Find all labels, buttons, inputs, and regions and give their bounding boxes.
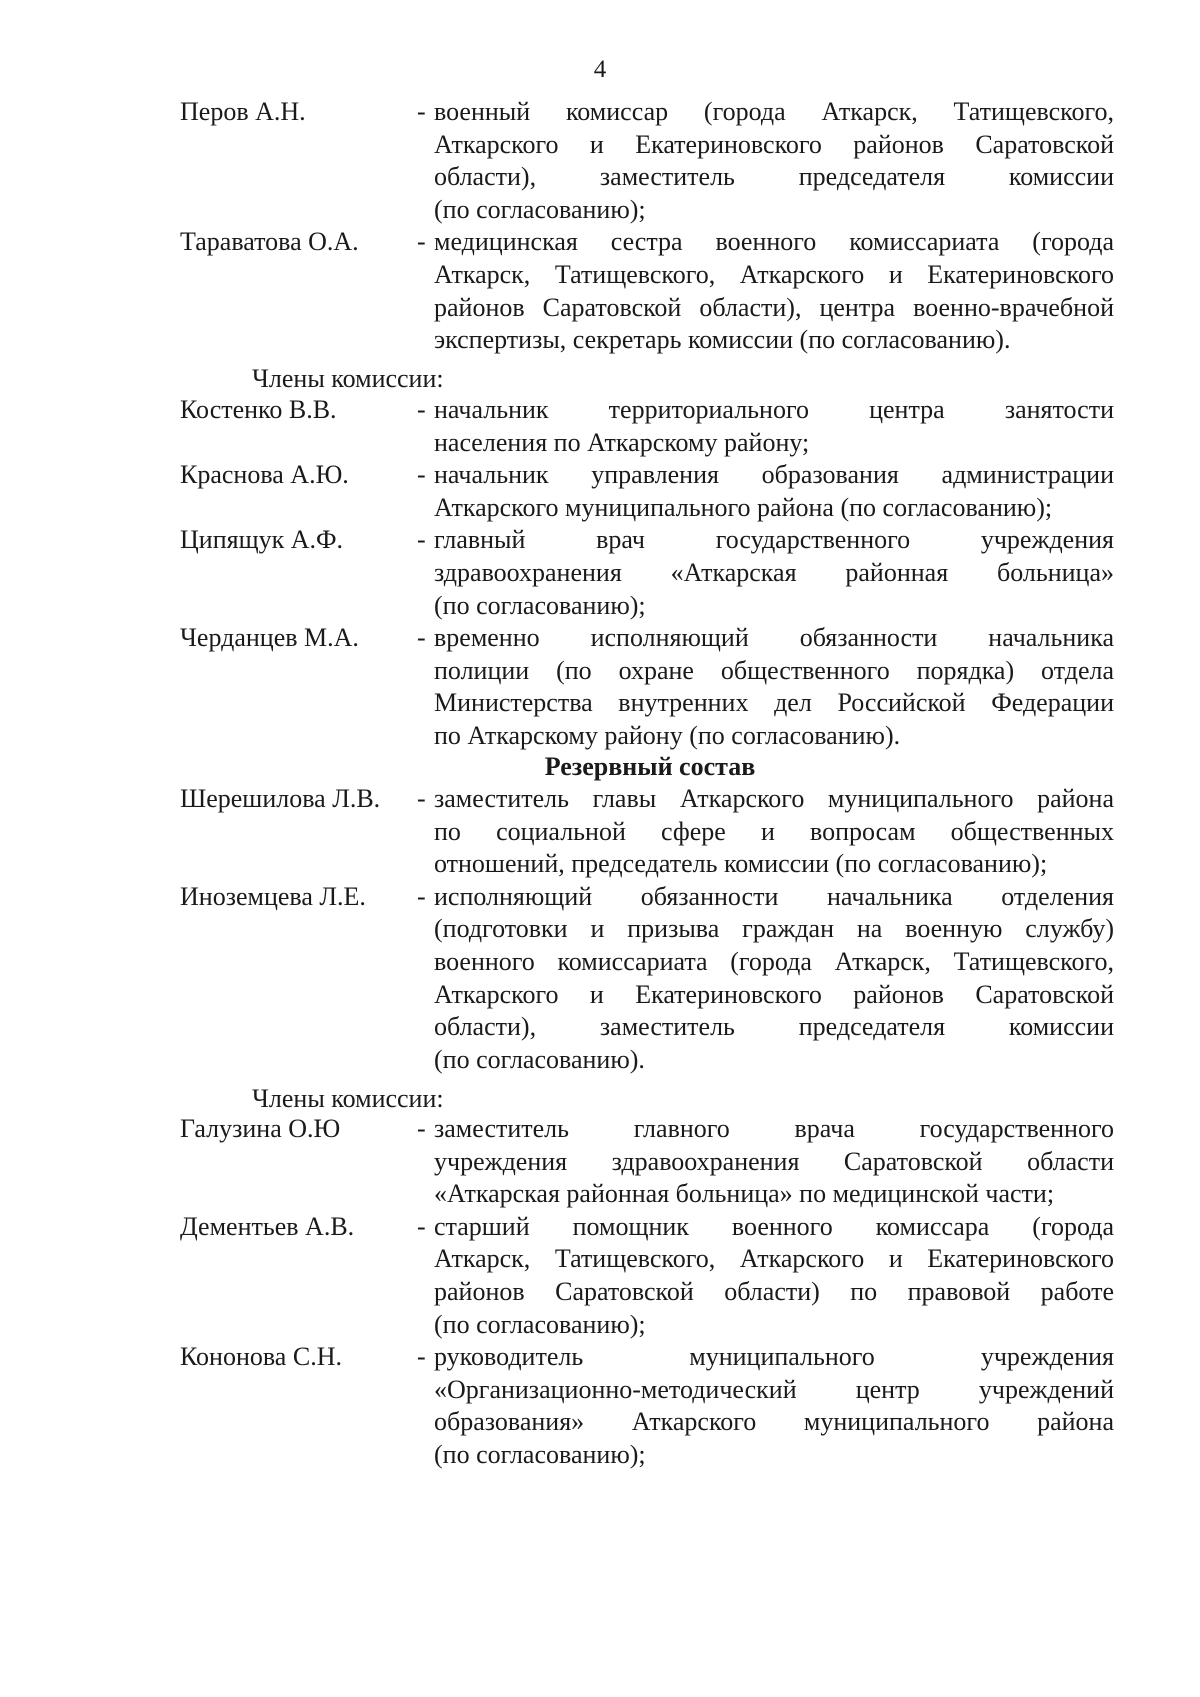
dash-marker: - (417, 1114, 426, 1143)
person-entry (0, 622, 1200, 752)
position-text: исполняющий обязанности начальника отделения (434, 881, 1114, 911)
position-text: временно исполняющий обязанности начальника (434, 623, 1114, 653)
position-line (417, 129, 1114, 162)
person-name: Тараватова О.А. (180, 227, 359, 257)
position-text: населения по Аткарскому району; (434, 427, 810, 457)
position-text: по социальной сфере и вопросам общественных (434, 816, 1114, 846)
position-line (417, 720, 1114, 753)
reserve-heading: Резервный состав (544, 752, 756, 781)
commission-leadership-list (0, 96, 1200, 357)
position-text: начальник управления образования администрации (434, 460, 1114, 490)
position-text: (по согласованию); (434, 1309, 646, 1339)
dash-marker: - (417, 623, 426, 653)
person-position (417, 226, 1114, 356)
person-entry (0, 524, 1200, 622)
position-text: (по согласованию); (434, 590, 646, 620)
position-line (417, 590, 1114, 623)
position-text: Аткарск, Татищевского, Аткарского и Екатериновского (434, 259, 1114, 289)
position-line (417, 161, 1114, 194)
position-text: Аткарского и Екатериновского районов Саратовской (434, 979, 1114, 1009)
position-text: (по согласованию); (434, 1439, 646, 1469)
person-name: Ципящук А.Ф. (180, 525, 344, 555)
dash-marker: - (417, 460, 426, 490)
position-line (417, 946, 1114, 979)
person-position (417, 783, 1114, 881)
position-text: (по согласованию). (434, 1044, 645, 1074)
position-text: «Аткарская районная больница» по медицинской части; (434, 1179, 1055, 1209)
position-text: районов Саратовской области), центра военно-врачебной (434, 292, 1114, 322)
position-line (417, 783, 1114, 816)
members-label: Члены комиссии: (252, 1084, 444, 1113)
position-text: Аткарского и Екатериновского районов Саратовской (434, 129, 1114, 159)
position-line (417, 459, 1114, 492)
person-name: Краснова А.Ю. (180, 460, 349, 490)
position-line (417, 881, 1114, 914)
position-line (417, 524, 1114, 557)
person-position (417, 1211, 1114, 1341)
position-line (417, 427, 1114, 460)
person-entry (0, 96, 1200, 226)
position-text: медицинская сестра военного комиссариата (города (434, 227, 1114, 257)
position-line (417, 1439, 1114, 1472)
position-line (417, 1211, 1114, 1244)
position-text: здравоохранения «Аткарская районная больница» (434, 557, 1114, 587)
dash-marker: - (417, 1342, 426, 1372)
position-line (417, 979, 1114, 1012)
person-position (417, 524, 1114, 622)
person-entry (0, 459, 1200, 524)
position-line (417, 655, 1114, 688)
position-line (417, 913, 1114, 946)
person-position (417, 394, 1114, 459)
person-position (417, 459, 1114, 524)
position-text: экспертизы, секретарь комиссии (по согласованию). (434, 325, 1011, 355)
position-line (417, 259, 1114, 292)
position-text: образования» Аткарского муниципального района (434, 1407, 1114, 1437)
dash-marker: - (417, 1211, 426, 1241)
position-text: Аткарского муниципального района (по согласованию); (434, 492, 1053, 522)
position-line (417, 557, 1114, 590)
position-line (417, 1341, 1114, 1374)
position-text: учреждения здравоохранения Саратовской области (434, 1146, 1114, 1176)
person-position (417, 622, 1114, 752)
person-entry (0, 394, 1200, 459)
position-line (417, 687, 1114, 720)
position-line (417, 324, 1114, 357)
position-text: главный врач государственного учреждения (434, 525, 1114, 555)
position-text: руководитель муниципального учреждения (434, 1342, 1114, 1372)
position-text: «Организационно-методический центр учреждений (434, 1374, 1114, 1404)
dash-marker: - (417, 881, 426, 911)
reserve-members-list (0, 1113, 1200, 1472)
position-text: военный комиссар (города Аткарск, Татищевского, (434, 97, 1114, 126)
dash-marker: - (417, 395, 426, 424)
position-line (417, 816, 1114, 849)
person-name: Иноземцева Л.Е. (180, 881, 366, 911)
position-line (417, 848, 1114, 881)
position-text: старший помощник военного комиссара (города (434, 1211, 1114, 1241)
person-entry (0, 881, 1200, 1077)
position-text: заместитель главы Аткарского муниципального района (434, 784, 1114, 813)
commission-members-list (0, 394, 1200, 753)
position-text: отношений, председатель комиссии (по согласованию); (434, 849, 1048, 879)
position-text: по Аткарскому району (по согласованию). (434, 720, 901, 750)
person-entry (0, 1211, 1200, 1341)
position-line (417, 1243, 1114, 1276)
person-name: Шерешилова Л.В. (180, 784, 381, 813)
position-line (417, 96, 1114, 129)
dash-marker: - (417, 525, 426, 555)
position-text: начальник территориального центра занятости (434, 395, 1114, 424)
position-text: (подготовки и призыва граждан на военную службу) (434, 914, 1114, 944)
position-text: Министерства внутренних дел Российской Федерации (434, 688, 1114, 718)
position-line (417, 394, 1114, 427)
person-name: Кононова С.Н. (180, 1342, 342, 1372)
position-line (417, 1044, 1114, 1077)
position-line (417, 1011, 1114, 1044)
reserve-leadership-list (0, 783, 1200, 1076)
position-text: заместитель главного врача государственного (434, 1114, 1114, 1143)
position-line (417, 194, 1114, 227)
position-line (417, 1113, 1114, 1146)
person-name: Перов А.Н. (180, 97, 306, 126)
person-name: Галузина О.Ю (180, 1114, 341, 1143)
position-line (417, 292, 1114, 325)
person-name: Дементьев А.В. (180, 1211, 355, 1241)
person-name: Костенко В.В. (180, 395, 337, 424)
position-line (417, 1276, 1114, 1309)
position-text: Аткарск, Татищевского, Аткарского и Екатериновского (434, 1244, 1114, 1274)
position-text: области), заместитель председателя комиссии (434, 1012, 1114, 1042)
position-line (417, 1178, 1114, 1211)
person-entry (0, 1113, 1200, 1211)
person-position (417, 1341, 1114, 1471)
position-text: (по согласованию); (434, 194, 646, 224)
position-text: районов Саратовской области) по правовой работе (434, 1276, 1114, 1306)
position-line (417, 1309, 1114, 1342)
page-number: 4 (593, 56, 607, 83)
position-line (417, 226, 1114, 259)
person-position (417, 1113, 1114, 1211)
position-line (417, 1374, 1114, 1407)
person-name: Черданцев М.А. (180, 623, 359, 653)
position-line (417, 492, 1114, 525)
position-line (417, 1406, 1114, 1439)
dash-marker: - (417, 97, 426, 126)
position-text: полиции (по охране общественного порядка) отдела (434, 655, 1114, 685)
person-position (417, 881, 1114, 1077)
position-text: военного комиссариата (города Аткарск, Татищевского, (434, 946, 1114, 976)
position-line (417, 1146, 1114, 1179)
person-entry (0, 783, 1200, 881)
dash-marker: - (417, 784, 426, 813)
person-entry (0, 226, 1200, 356)
position-line (417, 622, 1114, 655)
position-text: области), заместитель председателя комиссии (434, 162, 1114, 192)
person-entry (0, 1341, 1200, 1471)
person-position (417, 96, 1114, 226)
members-label: Члены комиссии: (252, 364, 444, 393)
dash-marker: - (417, 227, 426, 257)
